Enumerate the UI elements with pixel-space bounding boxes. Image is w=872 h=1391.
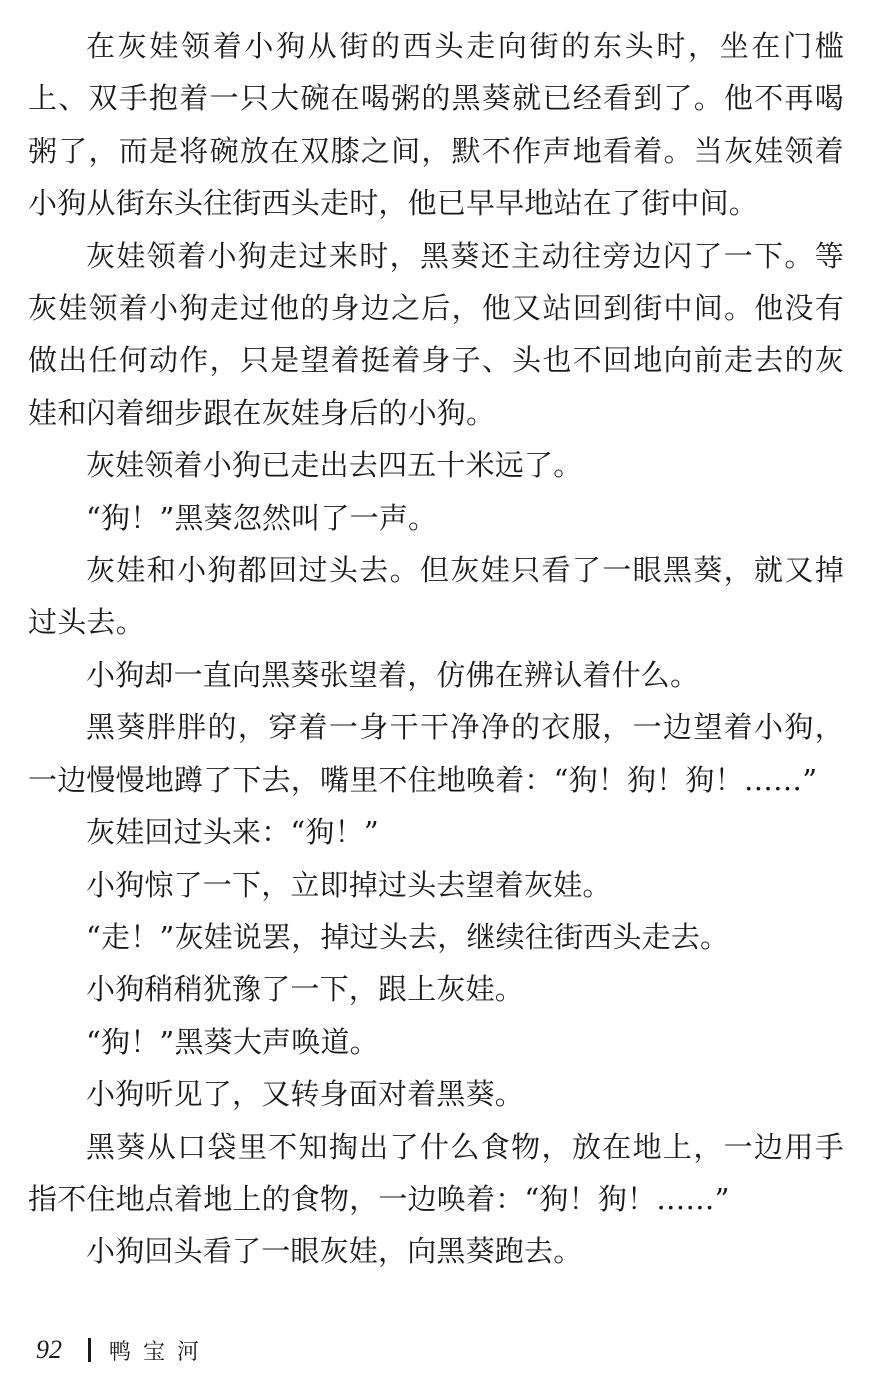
paragraph: 小狗惊了一下，立即掉过头去望着灰娃。 (86, 867, 612, 902)
paragraph: “狗！”黑葵忽然叫了一声。 (86, 500, 438, 535)
book-title: 鸭宝河 (109, 1339, 212, 1365)
paragraph: “狗！”黑葵大声唤道。 (86, 1024, 379, 1059)
paragraph: 小狗稍稍犹豫了一下，跟上灰娃。 (86, 972, 525, 1007)
page-footer (36, 1332, 211, 1368)
paragraph: 小狗听见了，又转身面对着黑葵。 (86, 1077, 525, 1112)
paragraph: “走！”灰娃说罢，掉过头去，继续往街西头走去。 (86, 919, 730, 954)
footer-divider (88, 1338, 91, 1362)
paragraph: 黑葵从口袋里不知掏出了什么食物，放在地上，一边用手指不住地点着地上的食物，一边唤着：“狗！狗！……” (28, 1129, 844, 1216)
paragraph: 小狗却一直向黑葵张望着，仿佛在辨认着什么。 (86, 657, 700, 692)
paragraph: 小狗回头看了一眼灰娃，向黑葵跑去。 (86, 1234, 583, 1269)
text-body (28, 20, 844, 1278)
paragraph: 黑葵胖胖的，穿着一身干干净净的衣服，一边望着小狗，一边慢慢地蹲了下去，嘴里不住地唤着：“狗！狗！狗！……” (28, 710, 844, 797)
paragraph: 在灰娃领着小狗从街的西头走向街的东头时，坐在门槛上、双手抱着一只大碗在喝粥的黑葵就已经看到了。他不再喝粥了，而是将碗放在双膝之间，默不作声地看着。当灰娃领着小狗从街东头往街西头走时，他已早早地站在了街中间。 (28, 29, 844, 221)
paragraph: 灰娃领着小狗已走出去四五十米远了。 (86, 448, 583, 483)
paragraph: 灰娃和小狗都回过头去。但灰娃只看了一眼黑葵，就又掉过头去。 (28, 553, 844, 640)
paragraph: 灰娃回过头来：“狗！” (86, 815, 379, 850)
paragraph: 灰娃领着小狗走过来时，黑葵还主动往旁边闪了一下。等灰娃领着小狗走过他的身边之后，他又站回到街中间。他没有做出任何动作，只是望着挺着身子、头也不回地向前走去的灰娃和闪着细步跟在灰娃身后的小狗。 (28, 238, 844, 430)
page-number: 92 (36, 1335, 62, 1364)
